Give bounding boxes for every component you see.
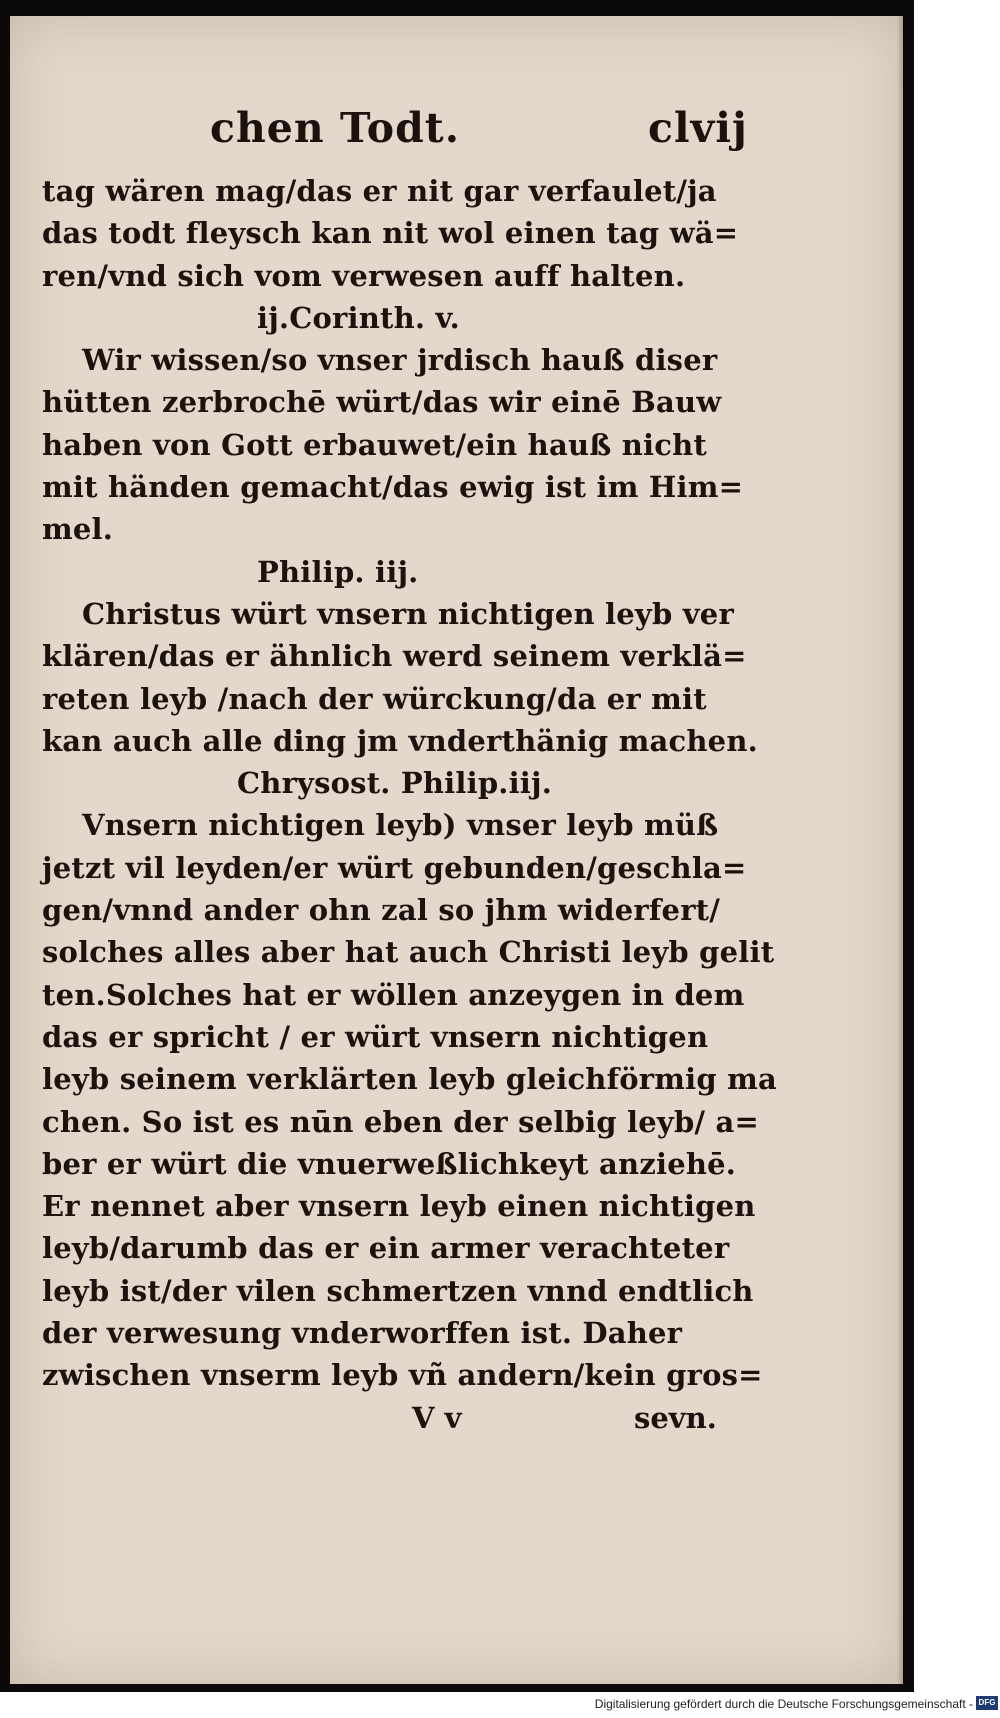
text-line: leyb ist/der vilen schmertzen vnnd endtlich	[42, 1273, 754, 1308]
text-line: das er spricht / er würt vnsern nichtigen	[42, 1019, 709, 1054]
text-line: mel.	[42, 512, 114, 547]
text-line: tag wären mag/das er nit gar verfaulet/ja	[42, 174, 717, 208]
running-head: chen Todt.	[210, 104, 460, 152]
text-line: ren/vnd sich vom verwesen auff halten.	[42, 258, 686, 293]
text-line: leyb/darumb das er ein armer verachteter	[42, 1231, 730, 1266]
text-line: haben von Gott erbauwet/ein hauß nicht	[42, 427, 708, 462]
text-line: gen/vnnd ander ohn zal so jhm widerfert/	[42, 893, 721, 928]
signature-line	[42, 1397, 777, 1439]
text-line: Christus würt vnsern nichtigen leyb ver	[82, 596, 734, 631]
text-line: reten leyb /nach der würckung/da er mit	[42, 681, 707, 716]
scripture-reference: ij.Corinth. v.	[257, 300, 460, 335]
book-page	[10, 16, 903, 1684]
text-line: das todt fleysch kan nit wol einen tag wä=	[42, 216, 739, 251]
text-line: hütten zerbrochē würt/das wir einē Bauw	[42, 385, 722, 420]
dfg-logo: DFG	[976, 1696, 998, 1710]
scripture-reference: Chrysost. Philip.iij.	[237, 766, 553, 801]
text-line: kan auch alle ding jm vnderthänig machen.	[42, 723, 758, 758]
text-line: leyb seinem verklärten leyb gleichförmig ma	[42, 1062, 778, 1097]
scripture-reference: Philip. iij.	[257, 554, 419, 589]
text-line: ber er würt die vnuerweßlichkeyt anziehē.	[42, 1146, 737, 1181]
text-line: jetzt vil leyden/er würt gebunden/geschla=	[42, 850, 747, 885]
text-line: Er nennet aber vnsern leyb einen nichtigen	[42, 1189, 756, 1224]
funding-credit: Digitalisierung gefördert durch die Deutsche Forschungsgemeinschaft -	[594, 1697, 973, 1711]
page-edge-shadow	[897, 16, 903, 1684]
text-line: ten.Solches hat er wöllen anzeygen in dem	[42, 977, 745, 1012]
text-line: chen. So ist es nūn eben der selbig leyb/ a=	[42, 1104, 760, 1139]
text-line: mit händen gemacht/das ewig ist im Him=	[42, 470, 744, 505]
text-line: Wir wissen/so vnser jrdisch hauß diser	[82, 343, 718, 378]
digitization-footer	[0, 1696, 1000, 1714]
text-line: solches alles aber hat auch Christi leyb gelit	[42, 935, 775, 970]
text-line: der verwesung vnderworffen ist. Daher	[42, 1316, 683, 1351]
catchword: sevn.	[634, 1400, 717, 1435]
signature-mark: V v	[412, 1400, 462, 1435]
text-block	[42, 170, 777, 1439]
page-header	[10, 104, 903, 164]
text-line: klären/das er ähnlich werd seinem verklä=	[42, 639, 747, 674]
folio-number: clvij	[648, 104, 748, 152]
text-line: zwischen vnserm leyb vñ andern/kein gros=	[42, 1358, 763, 1393]
text-line: Vnsern nichtigen leyb) vnser leyb müß	[82, 808, 719, 843]
